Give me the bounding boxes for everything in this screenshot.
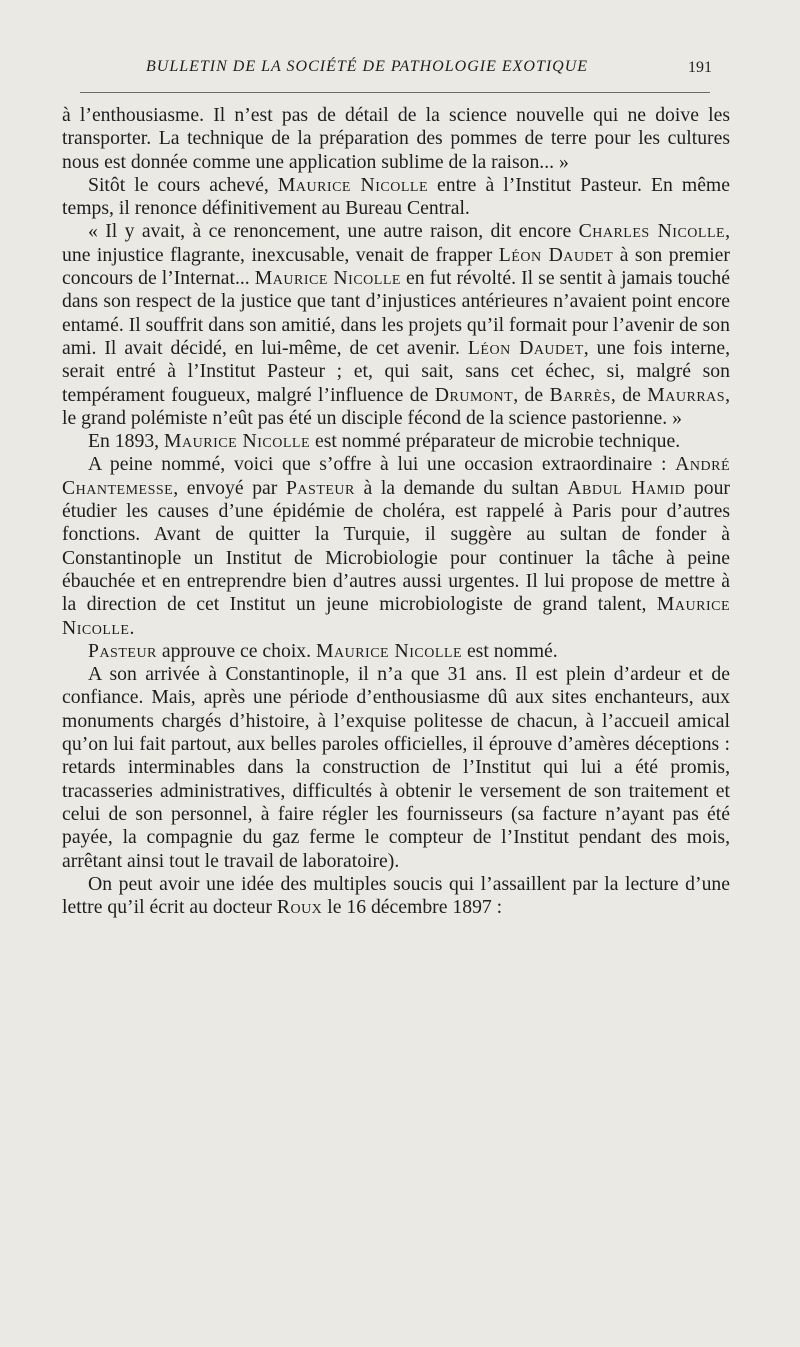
body-text — [62, 104, 730, 919]
person-name: Maurice Nicolle — [62, 593, 730, 639]
person-name: Maurice Nicolle — [164, 430, 311, 453]
running-header — [80, 58, 710, 93]
paragraph-3 — [62, 220, 730, 430]
running-title: BULLETIN DE LA SOCIÉTÉ DE PATHOLOGIE EXOTIQUE — [146, 58, 589, 75]
person-name: Maurras — [647, 383, 726, 406]
paragraph-5 — [62, 453, 730, 639]
text-run: entre à l’Institut Pasteur. En même temps, il renonce définitivement au Bureau Central. — [62, 173, 730, 220]
person-name: Maurice Nicolle — [277, 173, 428, 196]
page-number: 191 — [688, 59, 712, 76]
text-run: , une injustice flagrante, inexcusable, venait de frapper — [62, 220, 730, 266]
text-run: En 1893, — [88, 430, 165, 453]
text-run: en fut révolté. Il se sentit à jamais touché dans son respect de la justice que tant d’injustices antérieures n’avaient point encore entamé. Il souffrit dans son amitié, dans les projets qu’il formait pour l’avenir de son ami. Il avait décidé, en lui-même, de cet avenir. — [62, 267, 730, 359]
text-run: à son premier concours de l’Internat... — [62, 243, 730, 290]
text-run: . — [129, 616, 135, 639]
text-run: On peut avoir une idée des multiples soucis qui l’assaillent par la lecture d’une lettre qu’il écrit au docteur — [62, 872, 730, 919]
text-run: , de — [513, 383, 550, 406]
person-name: André Chantemesse — [62, 453, 730, 499]
text-run: Sitôt le cours achevé, — [88, 173, 278, 196]
person-name: Léon Daudet — [498, 243, 614, 266]
person-name: Roux — [276, 896, 323, 919]
person-name: Maurice Nicolle — [315, 639, 463, 662]
person-name: Léon Daudet — [467, 336, 584, 359]
text-run: à la demande du sultan — [354, 476, 568, 499]
person-name: Abdul Hamid — [567, 476, 686, 499]
paragraph-6 — [62, 640, 730, 663]
paragraph-8 — [62, 873, 730, 920]
paragraph-7: A son arrivée à Constantinople, il n’a que 31 ans. Il est plein d’ardeur et de confiance. Mais, après une période d’enthousiasme dû aux sites enchanteurs, aux monuments chargés d’histoire, à l’exquise politesse de chacun, à l’accueil amical qu’on lui fait partout, aux belles paroles officielles, il éprouve d’amères déceptions : retards interminables dans la construction de l’Institut qui lui a été promis, tracasseries administratives, difficultés à obtenir le versement de son traitement et celui de son personnel, à faire régler les fournisseurs (sa facture n’ayant pas été payée, la compagnie du gaz ferme le compteur de l’Institut pendant des mois, arrêtant ainsi tout le travail de laboratoire). — [62, 663, 730, 872]
text-run: A peine nommé, voici que s’offre à lui une occasion extraordinaire : — [88, 453, 676, 476]
text-run: , le grand polémiste n’eût pas été un disciple fécond de la science pastorienne. » — [62, 383, 730, 429]
text-run: , envoyé par — [173, 476, 286, 499]
text-run: le 16 décembre 1897 : — [322, 896, 503, 919]
text-run: est nommé préparateur de microbie technique. — [310, 430, 681, 453]
paragraph-1: à l’enthousiasme. Il n’est pas de détail de la science nouvelle qui ne doive les transporter. La technique de la préparation des pommes de terre pour les cultures nous est donnée comme une application sublime de la raison... » — [62, 104, 730, 173]
text-run: « Il y avait, à ce renoncement, une autre raison, dit encore — [88, 220, 579, 243]
text-run: approuve ce choix. — [156, 639, 316, 662]
person-name: Maurice Nicolle — [254, 267, 401, 290]
paragraph-2 — [62, 174, 730, 221]
person-name: Drumont — [434, 383, 514, 406]
text-run: pour étudier les causes d’une épidémie de choléra, est rappelé à Paris pour d’autres fonctions. Avant de quitter la Turquie, il suggère au sultan de fonder à Constantinople un Institut de Microbiologie pour continuer la tâche à peine ébauchée et en entreprendre bien d’autres aussi urgentes. Il lui propose de mettre à la direction de cet Institut un jeune microbiologiste de grand talent, — [62, 476, 730, 616]
text-run: , une fois interne, serait entré à l’Institut Pasteur ; et, qui sait, sans cet échec, si, malgré son tempérament fougueux, malgré l’influence de — [62, 336, 731, 406]
person-name: Pasteur — [285, 476, 355, 499]
text-run: , de — [610, 383, 648, 406]
person-name: Charles Nicolle — [578, 220, 726, 243]
paragraph-4 — [62, 430, 730, 453]
person-name: Pasteur — [88, 639, 157, 662]
text-run: est nommé. — [462, 639, 558, 662]
person-name: Barrès — [549, 383, 611, 406]
